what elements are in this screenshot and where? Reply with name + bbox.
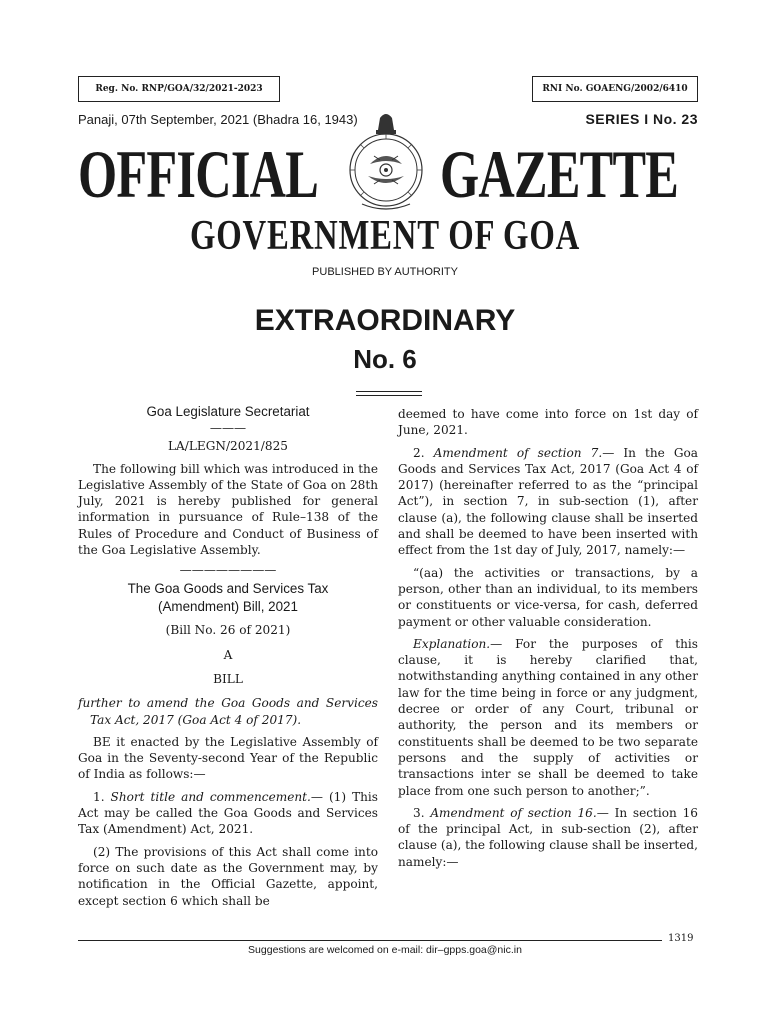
page-number: 1319: [668, 933, 694, 944]
left-column: [78, 404, 378, 915]
footer-suggestions: Suggestions are welcomed on e-mail: dir–gpps.goa@nic.in: [248, 944, 522, 956]
enacting-clause: BE it enacted by the Legislative Assembly of Goa in the Seventy-second Year of the Republic of India as follows:—: [78, 734, 378, 782]
section-2-number: 2.: [413, 445, 434, 460]
double-rule-divider: [356, 391, 422, 396]
continued-text: deemed to have come into force on 1st day of June, 2021.: [398, 407, 698, 438]
government-subtitle-text: GOVERNMENT OF GOA: [189, 213, 581, 259]
section-1-heading: Short title and commencement.: [110, 789, 311, 804]
reg-number: Reg. No. RNP/GOA/32/2021-2023: [95, 84, 263, 94]
section-3-heading: Amendment of section 16.: [430, 805, 597, 820]
section-2-text: — In the Goa Goods and Services Tax Act, 2017 (Goa Act 4 of 2017) (hereinafter referred to as the “principal Act”), in section 7, in sub-section (1), after clause (a), the following clause shall be inserted and shall be deemed to have been inserted with effect from the 1st day of July, 2017, namely:—: [398, 445, 698, 558]
rni-number-box: [532, 76, 698, 102]
section-3-number: 3.: [413, 805, 431, 820]
long-dash-divider: ————————: [179, 563, 277, 578]
section-2-heading: Amendment of section 7.: [433, 445, 603, 460]
government-subtitle: [0, 215, 770, 257]
explanation: [398, 636, 698, 799]
clause-aa: “(aa) the activities or transactions, by a person, other than an individual, to its members or constituents or vice-versa, for cash, deferred payment or other valuable consideration.: [398, 565, 698, 629]
reference-number: LA/LEGN/2021/825: [168, 439, 288, 454]
short-dash-divider: ———: [209, 421, 247, 436]
reg-number-box: [78, 76, 280, 102]
rni-number: RNI No. GOAENG/2002/6410: [542, 84, 688, 94]
dateline: Panaji, 07th September, 2021 (Bhadra 16, 1943): [78, 112, 358, 127]
section-2: [398, 445, 698, 559]
bill-title-line-2: (Amendment) Bill, 2021: [158, 599, 298, 615]
explanation-text: — For the purposes of this clause, it is hereby clarified that, notwithstanding anything contained in any other law for the time being in force or any judgment, decree or order of any Court, tribunal or authority, the person and its members or constituents shall be deemed to be two separate persons and the supply of activities or transactions inter se shall be deemed to take place from one such person to another;”.: [398, 636, 698, 798]
bill-purpose: further to amend the Goa Goods and Services Tax Act, 2017 (Goa Act 4 of 2017).: [78, 696, 378, 727]
masthead-official: OFFICIAL: [78, 136, 319, 212]
bill-title-line-1: The Goa Goods and Services Tax: [127, 581, 329, 597]
bill-number: (Bill No. 26 of 2021): [165, 623, 291, 638]
secretariat-heading: Goa Legislature Secretariat: [146, 404, 310, 419]
section-1: [78, 789, 378, 838]
issue-number: No. 6: [353, 344, 417, 374]
footer-rule: [78, 940, 662, 941]
section-1-text: — (1) This Act may be called the Goa Goods and Services Tax (Amendment) Act, 2021.: [78, 789, 378, 837]
bill-label: BILL: [213, 671, 243, 686]
section-3: [398, 805, 698, 870]
section-1-subsection-2: (2) The provisions of this Act shall come into force on such date as the Government may, by notification in the Official Gazette, appoint, except section 6 which shall be: [78, 844, 378, 908]
bill-article: A: [223, 647, 233, 662]
section-3-text: — In section 16 of the principal Act, in sub-section (2), after clause (a), the following clause shall be inserted, namely:—: [398, 805, 698, 869]
series-number: SERIES I No. 23: [585, 111, 698, 127]
state-emblem-icon: [340, 108, 432, 216]
explanation-heading: Explanation.: [413, 636, 491, 651]
published-by-authority: PUBLISHED BY AUTHORITY: [312, 266, 458, 278]
intro-paragraph: The following bill which was introduced in the Legislative Assembly of the State of Goa on 28th July, 2021 is hereby published for general information in pursuance of Rule–138 of the Rules of Procedure and Conduct of Business of the Goa Legislative Assembly.: [78, 461, 378, 558]
masthead-gazette: GAZETTE: [440, 136, 679, 212]
section-1-number: 1.: [93, 789, 111, 804]
extraordinary-heading: EXTRAORDINARY: [254, 304, 516, 337]
right-column: [398, 406, 698, 876]
